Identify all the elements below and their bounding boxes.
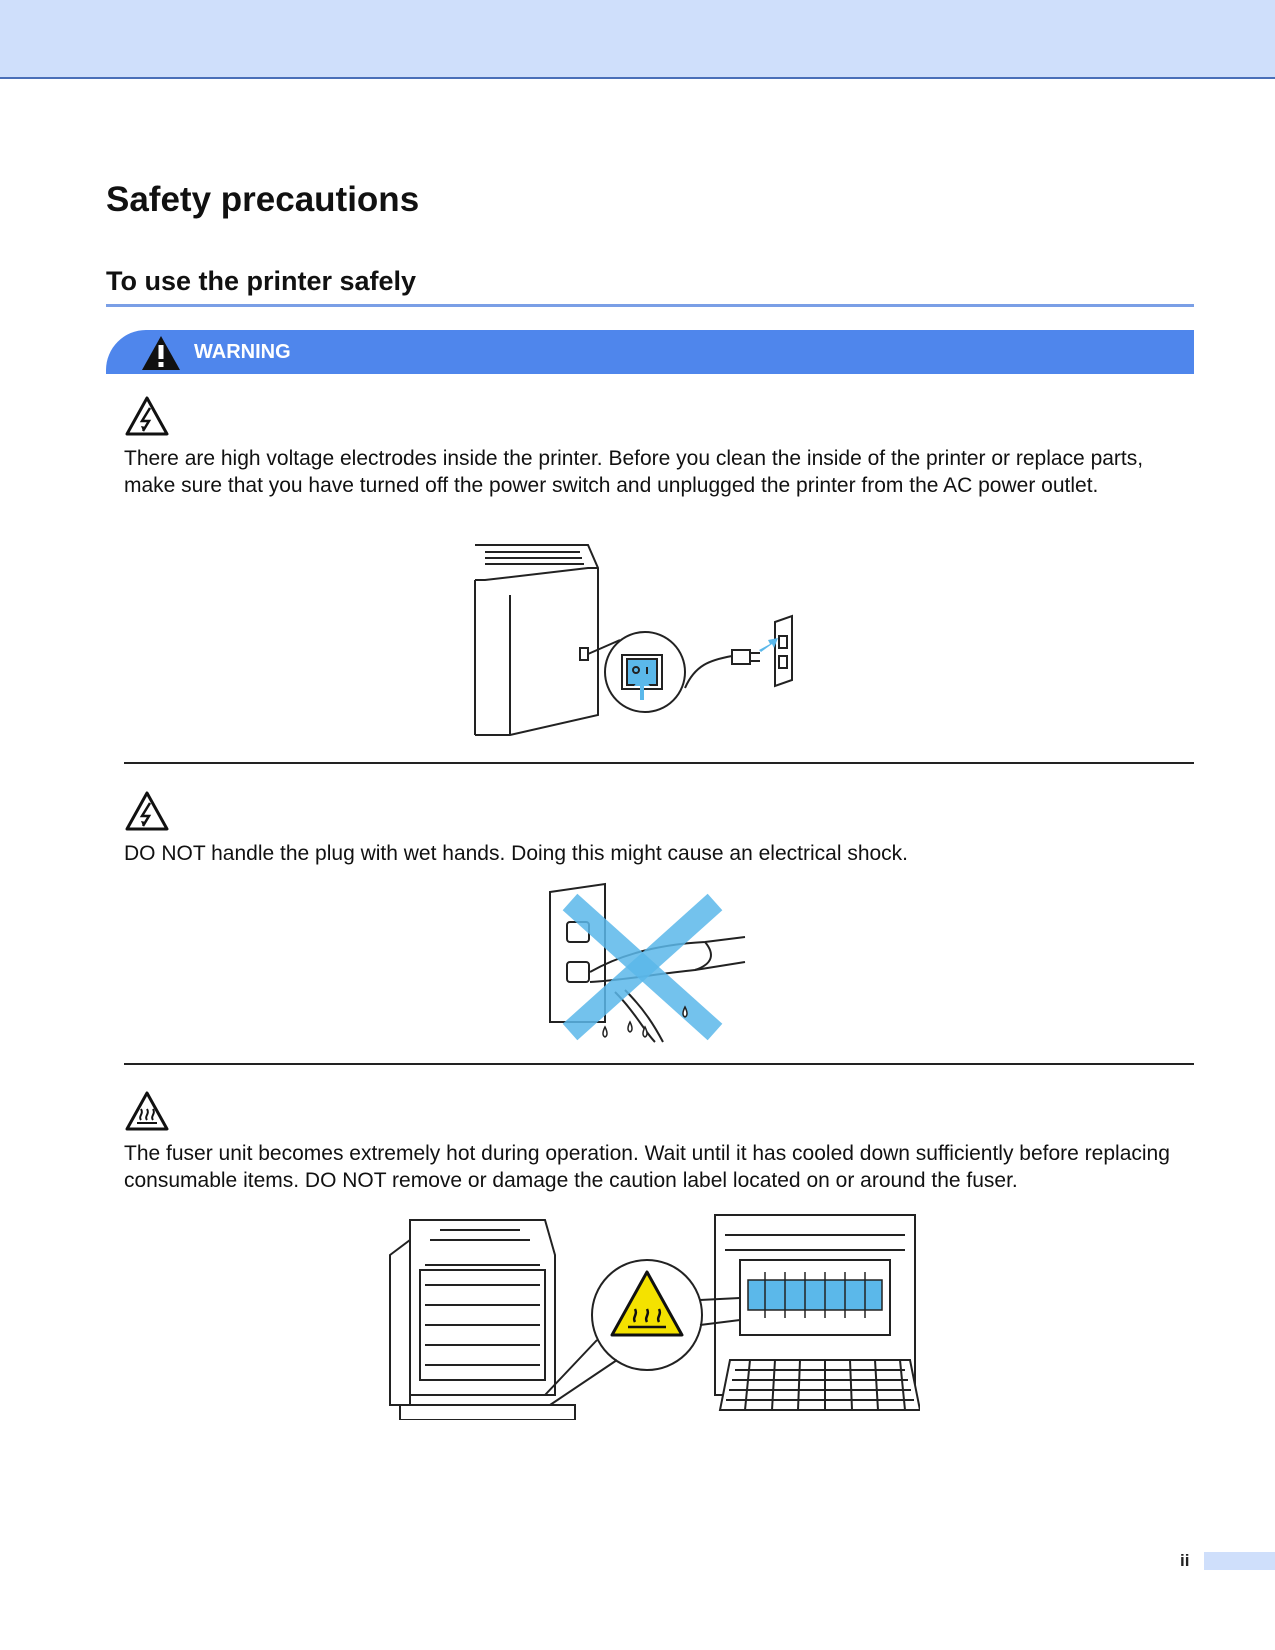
printer-power-switch-illustration bbox=[470, 540, 830, 745]
warning-text: DO NOT handle the plug with wet hands. Doing this might cause an electrical shock. bbox=[124, 842, 909, 865]
warning-item-wet-hands bbox=[124, 790, 1194, 867]
page-number: ii bbox=[1180, 1551, 1190, 1570]
electrical-hazard-icon bbox=[124, 395, 170, 437]
warning-icon bbox=[140, 334, 182, 372]
section-rule bbox=[106, 304, 1194, 307]
warning-item-high-voltage bbox=[124, 395, 1194, 499]
wet-hand-plug-illustration bbox=[545, 882, 755, 1047]
page-title: Safety precautions bbox=[106, 180, 420, 219]
warning-item-hot-fuser bbox=[124, 1090, 1194, 1194]
section-title: To use the printer safely bbox=[106, 266, 417, 296]
electrical-hazard-icon bbox=[124, 790, 170, 832]
page-corner-tab bbox=[1204, 1552, 1275, 1570]
warning-text: The fuser unit becomes extremely hot during operation. Wait until it has cooled down sufficiently before replacing consumable items. DO NOT remove or damage the caution label located on or around the fuser. bbox=[124, 1142, 1170, 1192]
warning-text: There are high voltage electrodes inside the printer. Before you clean the inside of the printer or replace parts, make sure that you have turned off the power switch and unplugged the printer from the AC power outlet. bbox=[124, 447, 1144, 497]
header-band bbox=[0, 0, 1275, 79]
warning-banner bbox=[106, 330, 1194, 374]
fuser-unit-illustration bbox=[380, 1210, 920, 1420]
hot-surface-icon bbox=[124, 1090, 170, 1132]
item-divider bbox=[124, 762, 1194, 764]
warning-label: WARNING bbox=[194, 341, 291, 363]
item-divider bbox=[124, 1063, 1194, 1065]
